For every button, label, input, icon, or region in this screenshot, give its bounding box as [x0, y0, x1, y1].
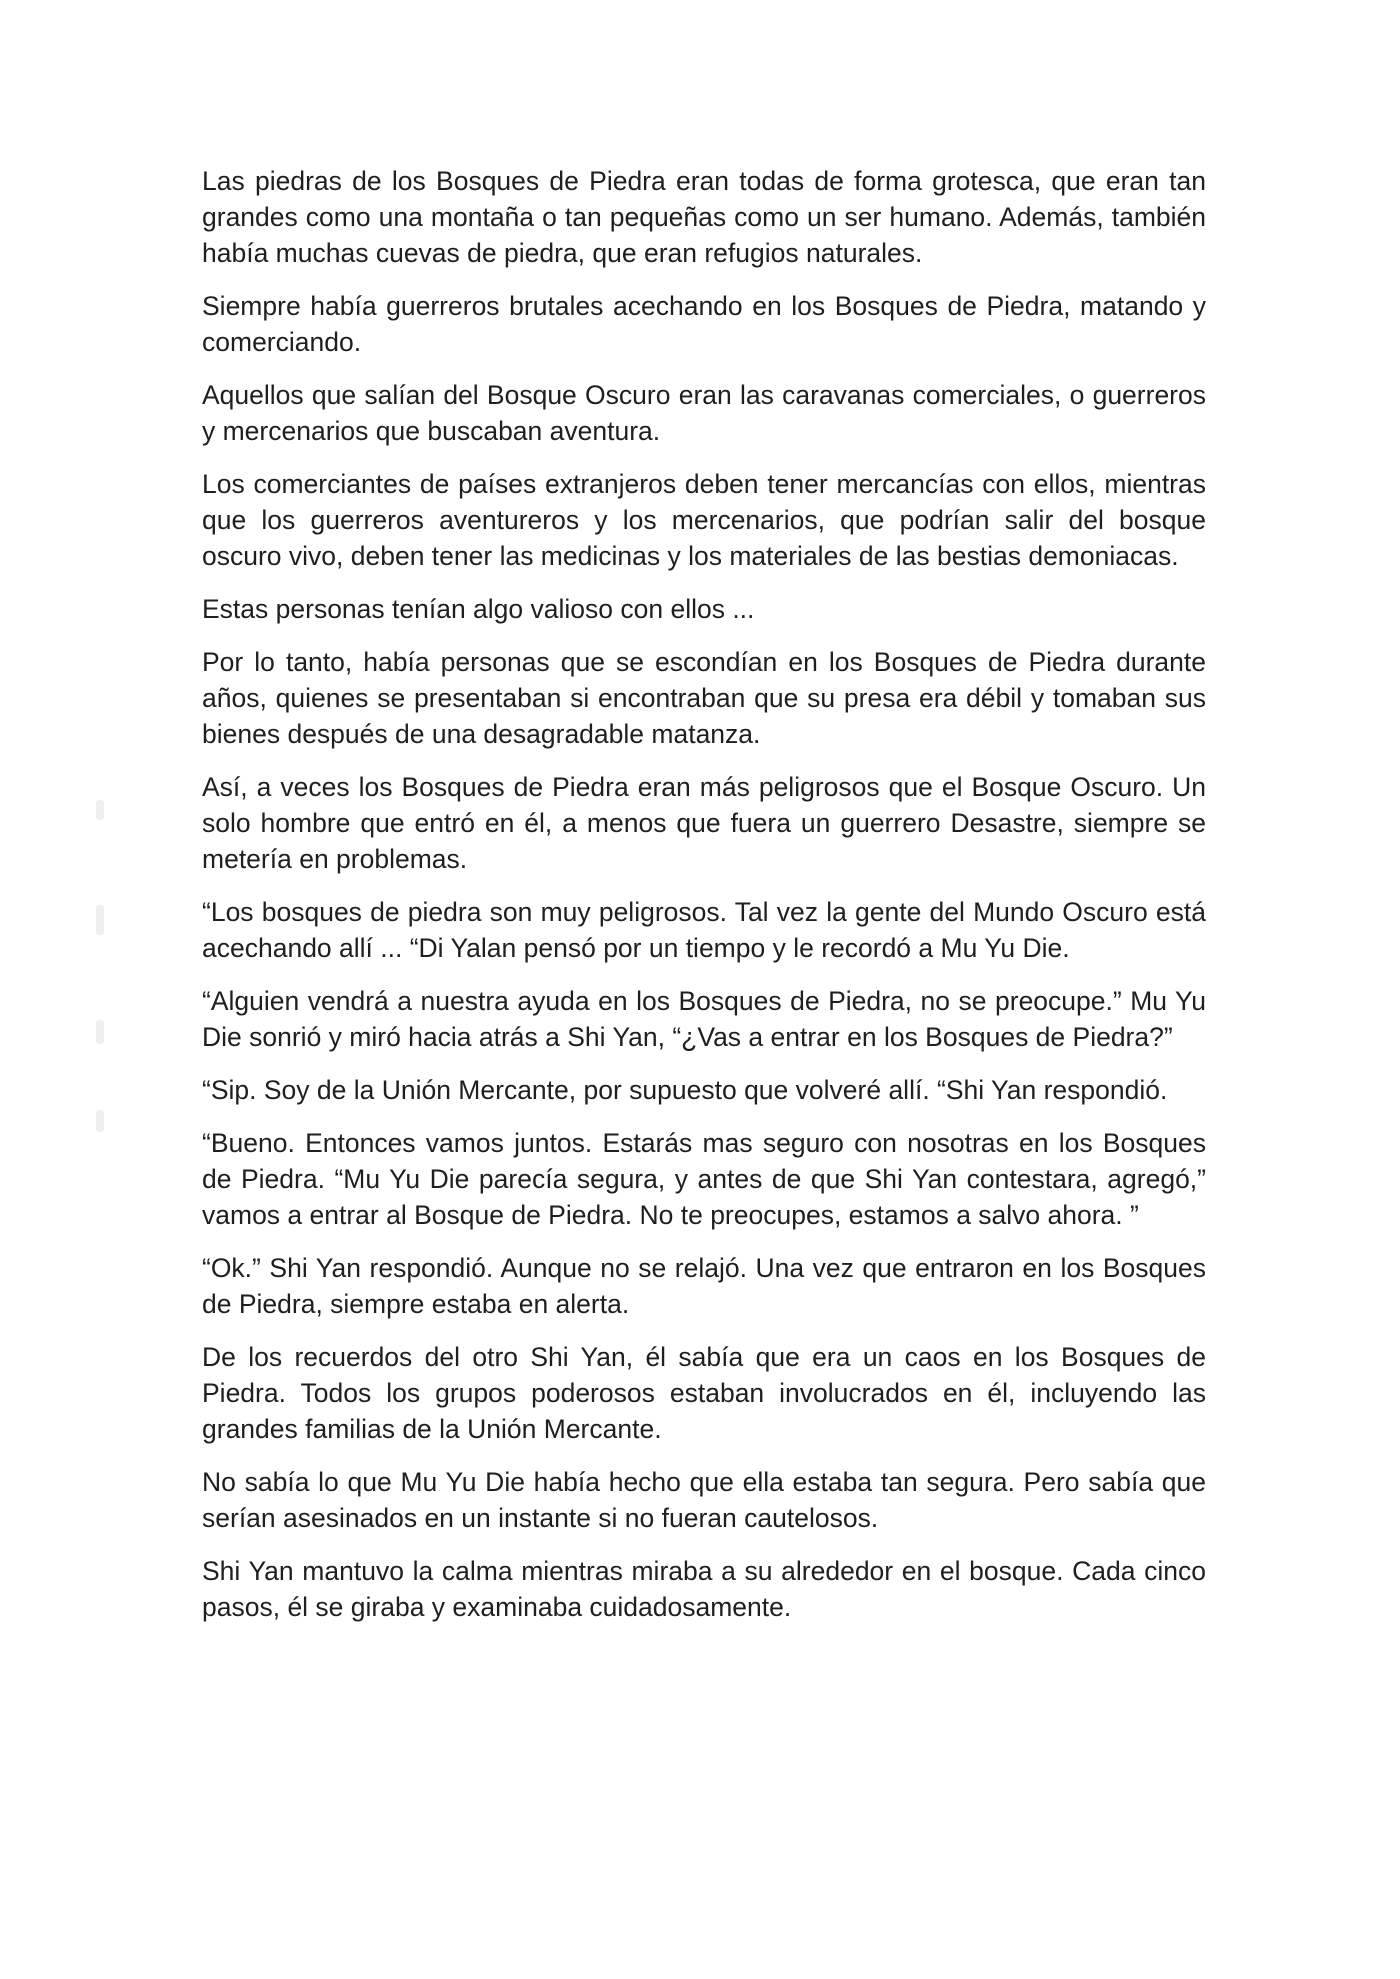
paragraph: Por lo tanto, había personas que se escondían en los Bosques de Piedra durante años, quienes se presentaban si encontraban que su presa era débil y tomaban sus bienes después de una desagradable matanza.: [202, 647, 1206, 749]
paragraph: “Sip. Soy de la Unión Mercante, por supuesto que volveré allí. “Shi Yan respondió.: [202, 1075, 1168, 1105]
paragraph: Los comerciantes de países extranjeros deben tener mercancías con ellos, mientras que los guerreros aventureros y los mercenarios, que podrían salir del bosque oscuro vivo, deben tener las medicinas y los materiales de las bestias demoniacas.: [202, 469, 1206, 571]
scan-artifact: [96, 800, 104, 820]
paragraph: “Bueno. Entonces vamos juntos. Estarás mas seguro con nosotras en los Bosques de Piedra. “Mu Yu Die parecía segura, y antes de que Shi Yan contestara, agregó,” vamos a entrar al Bosque de Piedra. No te preocupes, estamos a salvo ahora. ”: [202, 1128, 1206, 1230]
paragraph: Así, a veces los Bosques de Piedra eran más peligrosos que el Bosque Oscuro. Un solo hombre que entró en él, a menos que fuera un guerrero Desastre, siempre se metería en problemas.: [202, 772, 1206, 874]
paragraph: Las piedras de los Bosques de Piedra eran todas de forma grotesca, que eran tan grandes como una montaña o tan pequeñas como un ser humano. Además, también había muchas cuevas de piedra, que eran refugios naturales.: [202, 166, 1206, 268]
paragraph: “Los bosques de piedra son muy peligrosos. Tal vez la gente del Mundo Oscuro está acechando allí ... “Di Yalan pensó por un tiempo y le recordó a Mu Yu Die.: [202, 897, 1206, 963]
paragraph: Aquellos que salían del Bosque Oscuro eran las caravanas comerciales, o guerreros y mercenarios que buscaban aventura.: [202, 380, 1206, 446]
paragraph: “Alguien vendrá a nuestra ayuda en los Bosques de Piedra, no se preocupe.” Mu Yu Die sonrió y miró hacia atrás a Shi Yan, “¿Vas a entrar en los Bosques de Piedra?”: [202, 986, 1206, 1052]
scan-artifact: [96, 905, 104, 935]
scan-artifact: [96, 1020, 104, 1044]
scan-artifact: [96, 1110, 104, 1132]
paragraph: Shi Yan mantuvo la calma mientras miraba a su alrededor en el bosque. Cada cinco pasos, él se giraba y examinaba cuidadosamente.: [202, 1556, 1206, 1622]
document-body: [202, 163, 1206, 1642]
paragraph: Siempre había guerreros brutales acechando en los Bosques de Piedra, matando y comerciando.: [202, 291, 1206, 357]
paragraph: Estas personas tenían algo valioso con ellos ...: [202, 594, 755, 624]
paragraph: No sabía lo que Mu Yu Die había hecho que ella estaba tan segura. Pero sabía que serían asesinados en un instante si no fueran cautelosos.: [202, 1467, 1206, 1533]
paragraph: “Ok.” Shi Yan respondió. Aunque no se relajó. Una vez que entraron en los Bosques de Piedra, siempre estaba en alerta.: [202, 1253, 1206, 1319]
paragraph: De los recuerdos del otro Shi Yan, él sabía que era un caos en los Bosques de Piedra. Todos los grupos poderosos estaban involucrados en él, incluyendo las grandes familias de la Unión Mercante.: [202, 1342, 1206, 1444]
